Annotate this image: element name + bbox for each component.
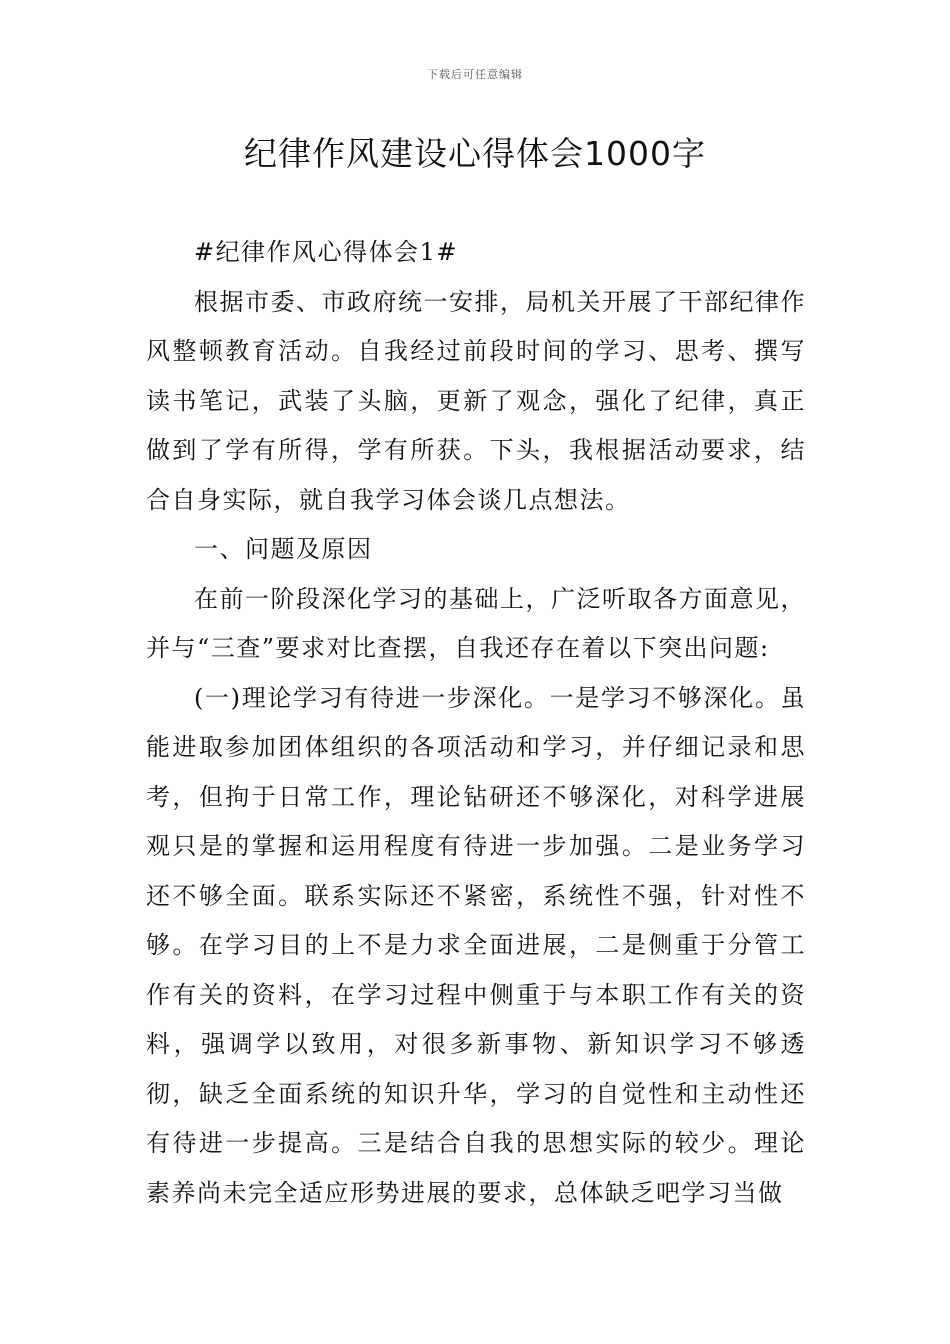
header-note: 下载后可任意编辑 [427, 68, 523, 81]
paragraph: 根据市委、市政府统一安排，局机关开展了干部纪律作风整顿教育活动。自我经过前段时间的学习、思考、撰写读书笔记，武装了头脑，更新了观念，强化了纪律，真正做到了学有所得，学有所获。下头，我根据活动要求，结合自身实际，就自我学习体会谈几点想法。 [146, 287, 806, 514]
paragraph: 在前一阶段深化学习的基础上，广泛听取各方面意见，并与“三查”要求对比查摆，自我还存在着以下突出问题: [146, 584, 806, 662]
document-body [146, 228, 806, 1218]
section-heading: #纪律作风心得体会1# [194, 238, 458, 266]
paragraph: (一)理论学习有待进一步深化。一是学习不够深化。虽能进取参加团体组织的各项活动和学习，并仔细记录和思考，但拘于日常工作，理论钻研还不够深化，对科学进展观只是的掌握和运用程度有待进一步加强。二是业务学习还不够全面。联系实际还不紧密，系统性不强，针对性不够。在学习目的上不是力求全面进展，二是侧重于分管工作有关的资料，在学习过程中侧重于与本职工作有关的资料，强调学以致用，对很多新事物、新知识学习不够透彻，缺乏全面系统的知识升华，学习的自觉性和主动性还有待进一步提高。三是结合自我的思想实际的较少。理论素养尚未完全适应形势进展的要求，总体缺乏吧学习当做 [146, 683, 806, 1207]
document-title: 纪律作风建设心得体会1000字 [244, 134, 706, 173]
subsection-heading: 一、问题及原因 [194, 535, 373, 563]
